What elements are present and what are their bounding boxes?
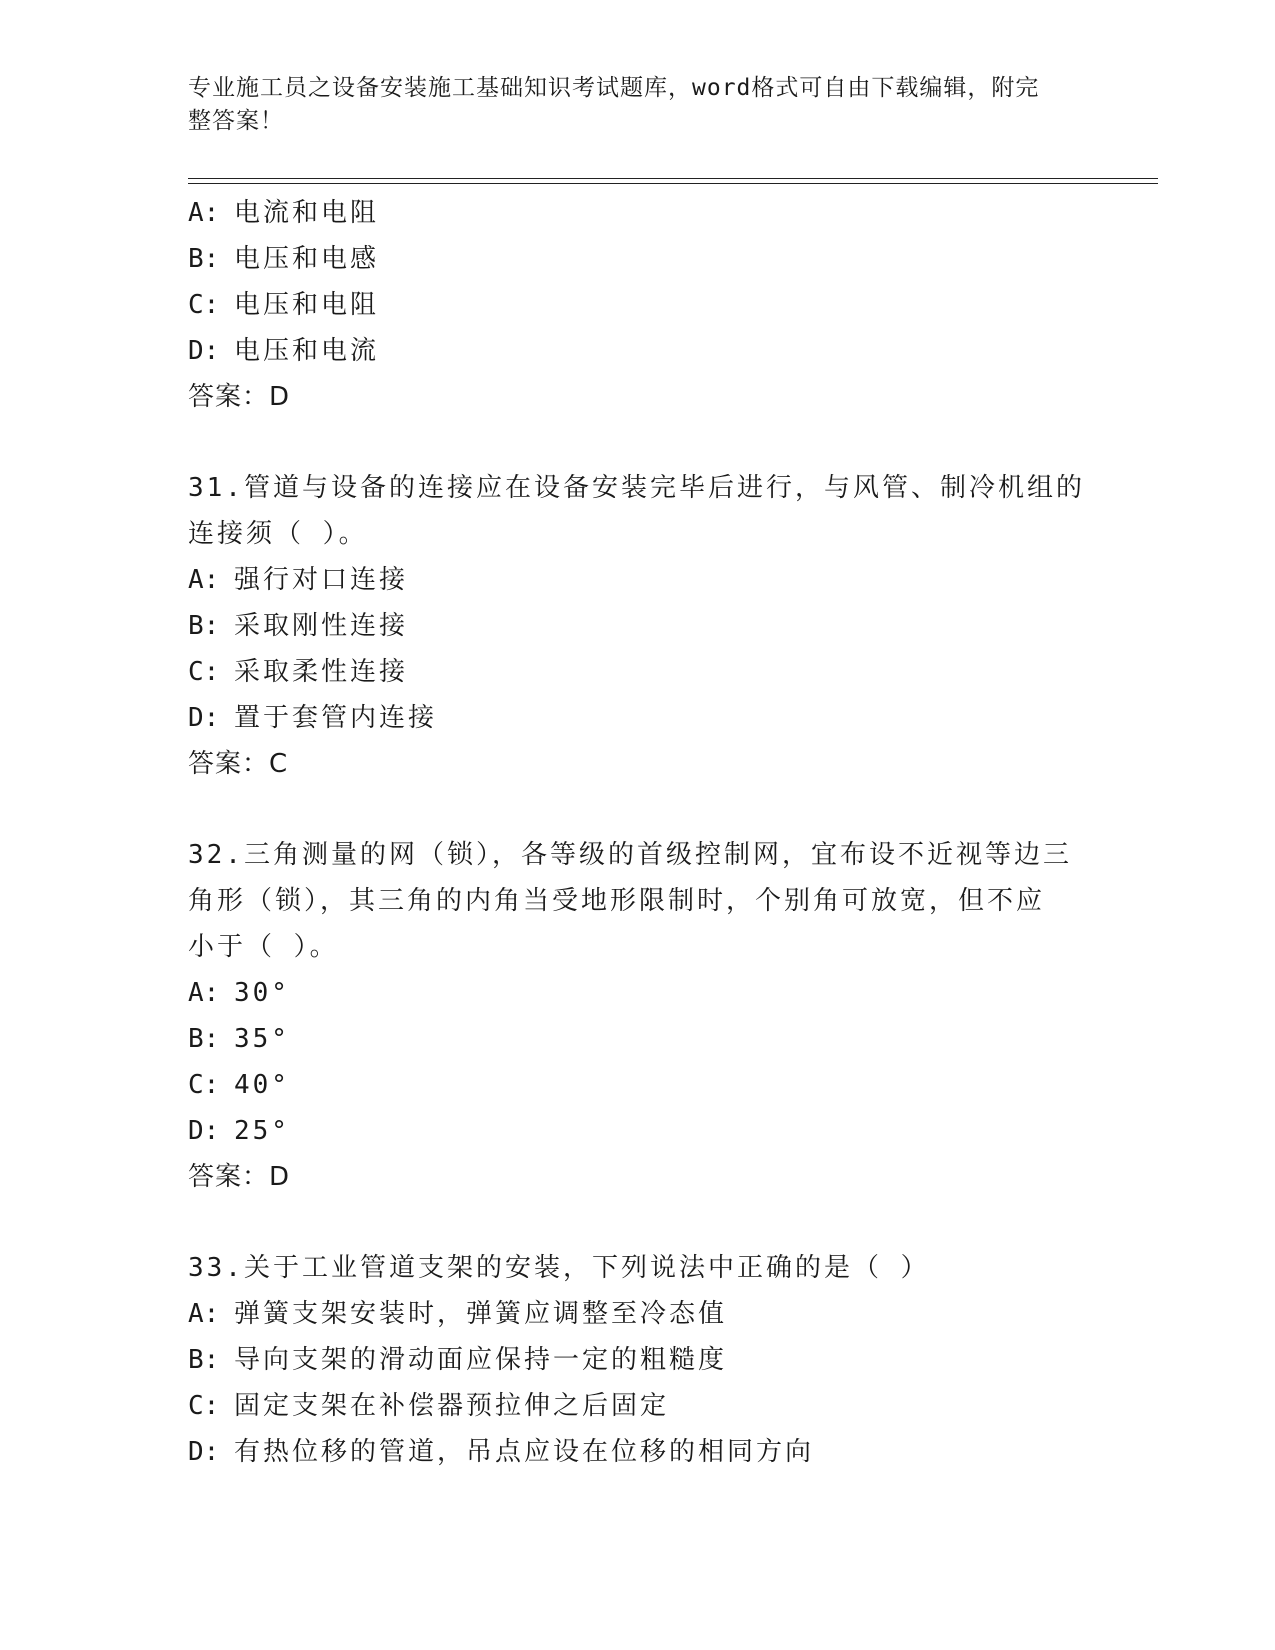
question-31	[188, 465, 1088, 787]
answer: 答案：D	[188, 382, 291, 412]
option-b: B: 导向支架的滑动面应保持一定的粗糙度	[188, 1345, 728, 1375]
header-rule-top	[188, 178, 1158, 179]
answer: 答案：C	[188, 749, 289, 779]
question-stem: 角形（锁），其三角的内角当受地形限制时，个别角可放宽，但不应	[188, 886, 1046, 916]
question-stem: 33.关于工业管道支架的安装，下列说法中正确的是（ ）	[188, 1253, 930, 1283]
option-c: C: 40°	[188, 1070, 290, 1100]
answer: 答案：D	[188, 1162, 291, 1192]
question-stem: 31.管道与设备的连接应在设备安装完毕后进行，与风管、制冷机组的	[188, 473, 1085, 503]
option-c: C: 电压和电阻	[188, 290, 380, 320]
option-b: B: 35°	[188, 1024, 290, 1054]
header-line-1: 专业施工员之设备安装施工基础知识考试题库，word格式可自由下载编辑，附完	[188, 75, 1040, 101]
option-d: D: 有热位移的管道，吊点应设在位移的相同方向	[188, 1437, 815, 1467]
question-stem: 小于（ ）。	[188, 932, 339, 962]
option-a: A: 电流和电阻	[188, 198, 380, 228]
option-c: C: 固定支架在补偿器预拉伸之后固定	[188, 1391, 670, 1421]
option-b: B: 采取刚性连接	[188, 611, 409, 641]
option-d: D: 电压和电流	[188, 336, 380, 366]
option-d: D: 置于套管内连接	[188, 703, 438, 733]
question-33	[188, 1245, 1088, 1475]
option-d: D: 25°	[188, 1116, 290, 1146]
question-stem: 连接须（ ）。	[188, 519, 368, 549]
question-30-continued	[188, 190, 1088, 420]
document-header	[188, 72, 1068, 138]
question-list	[188, 190, 1088, 1475]
option-b: B: 电压和电感	[188, 244, 380, 274]
option-a: A: 强行对口连接	[188, 565, 409, 595]
option-a: A: 弹簧支架安装时，弹簧应调整至冷态值	[188, 1299, 728, 1329]
option-a: A: 30°	[188, 978, 290, 1008]
question-32	[188, 832, 1088, 1200]
question-stem: 32.三角测量的网（锁），各等级的首级控制网，宜布设不近视等边三	[188, 840, 1072, 870]
header-line-2: 整答案！	[188, 108, 284, 134]
header-rule-bottom	[188, 183, 1158, 184]
option-c: C: 采取柔性连接	[188, 657, 409, 687]
